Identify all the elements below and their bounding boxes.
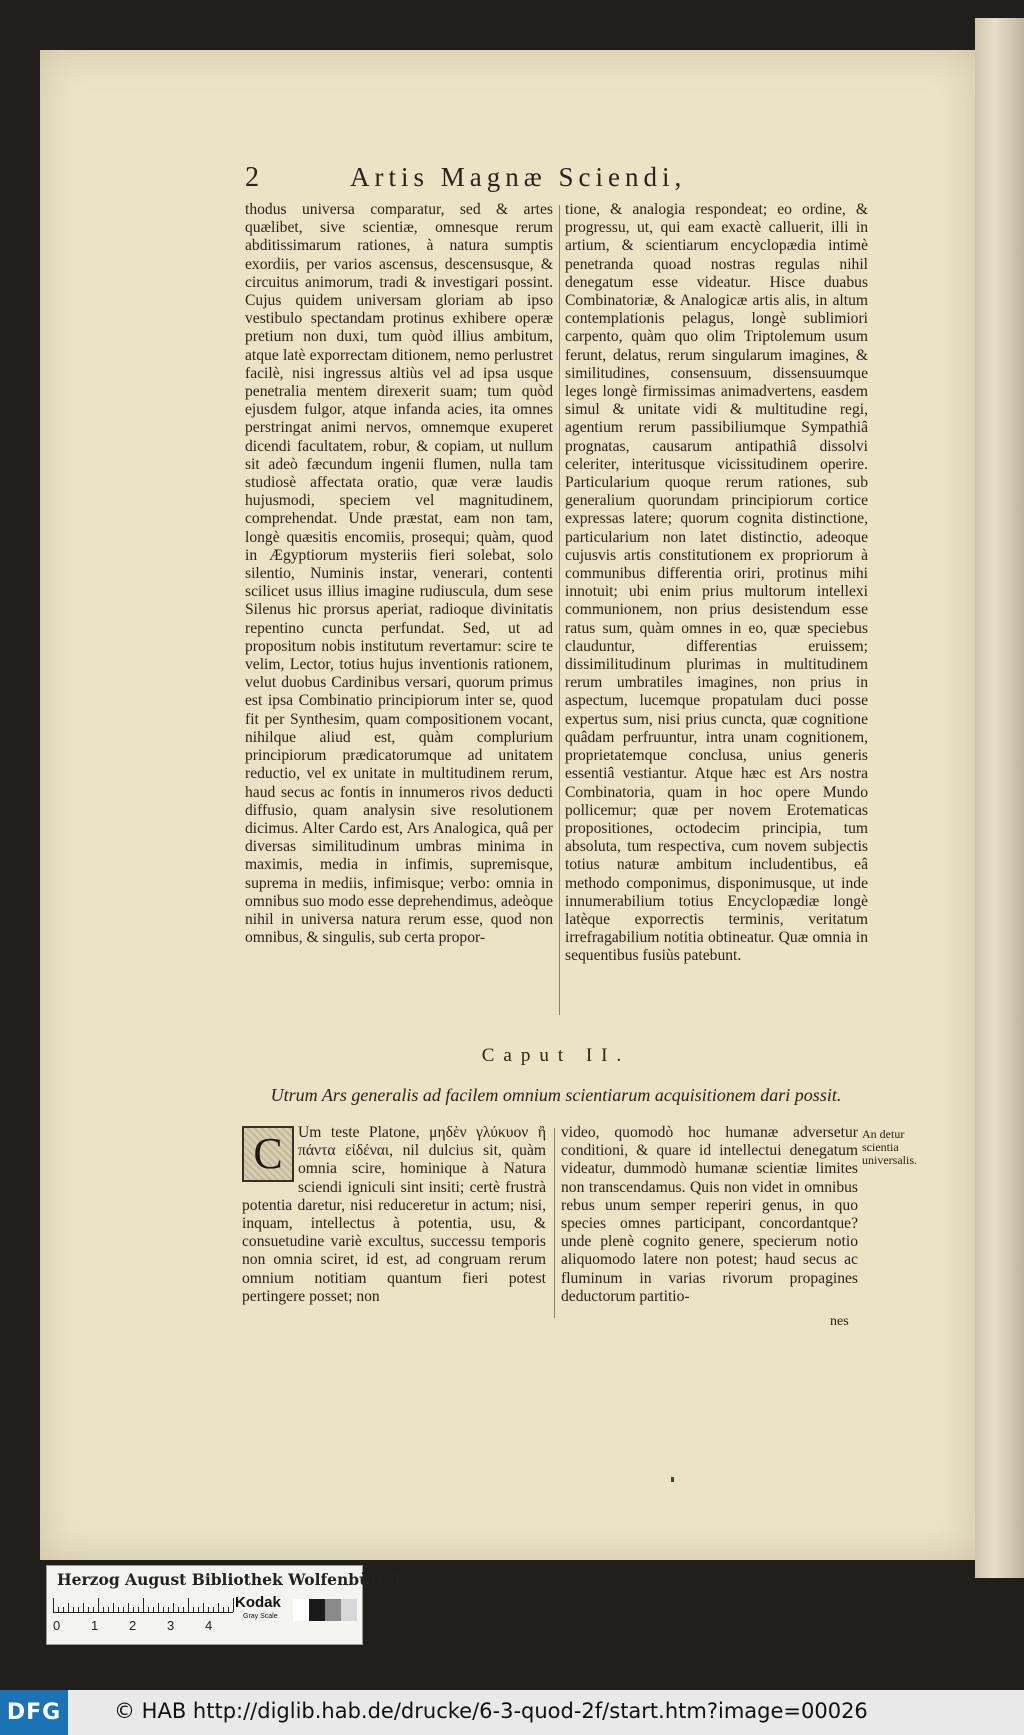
running-head	[245, 162, 865, 198]
ruler-tick	[213, 1607, 214, 1612]
ruler-tick	[143, 1598, 144, 1612]
text-column-right: tione, & analogia respondeat; eo ordine, & progressu, ut, qui eam exactè calluerit, illi in artium, & scientiarum encyclopædia intimè penetranda quoad nostras regulas nihil denegatum esse videatur. Hisce duabus Combinatoriæ, & Analogicæ artis alis, in altum contemplationis pelagus, longè sublimiori carpento, quàm quo olim Triptolemum usum ferunt, delatus, rerum singularum imagines, & similitudines, consensuum, dissensuumque leges longè firmissimas animadvertens, easdem simul & unitate vidi & multitudine regi, agentium rerum passibiliumque Sympathiâ prognatas, causarum antipathiâ dissolvi celeriter, interitusque vicissitudinem operire. Particularium quoque rerum rationes, sub generalium quorundam principiorum cortice expressas latere; quorum cognita distinctione, particularium non latet distinctio, adeoque cujusvis artis constitutionem ex propriorum à communibus differentia oriri, protinus mihi innotuit; ubi enim prius multorum intellexi communionem, non prius desistendum esse ratus sum, quàm omnes in eo, quæ speciebus clauduntur, differentias eruissem; dissimilitudinum plurimas in multitudinem rerum umbratiles imagines, non prius in aspectum, lucemque propatulam duci posse expertus sum, nisi prius cuncta, quæ cognitione quâdam perfruuntur, intra unam cognitionem, proprietatemque conclusa, unius generis essentiâ vestiantur. Atque hæc est Ars nostra Combinatoria, quam in hoc opere Mundo pollicemur; quæ per novem Erotematicas propositiones, octodecim principia, tum absoluta, tum respectiva, cum novem subjectis totius naturæ ambitum includentibus, eâ methodo componimus, disponimusque, ut inde innumerabilium totius Encyclopædiæ longè latèque exporrectis terminis, veritatum irrefragabilium notitia obtineatur. Quæ omnia in sequentibus fusiùs patebunt.	[565, 201, 868, 965]
ruler-tick	[198, 1607, 199, 1612]
ruler-tick	[103, 1607, 104, 1612]
gray-swatch	[325, 1599, 341, 1621]
ruler-tick	[108, 1607, 109, 1612]
ruler-tick	[193, 1607, 194, 1612]
ruler-tick	[168, 1607, 169, 1612]
scale-numbers	[53, 1618, 253, 1634]
ruler-tick	[188, 1598, 189, 1612]
running-head-title: Artis Magnæ Sciendi,	[350, 162, 687, 192]
ruler-tick	[93, 1607, 94, 1612]
ruler-tick	[178, 1607, 179, 1612]
chapter-question: Utrum Ars generalis ad facilem omnium scientiarum acquisitionem dari possit.	[270, 1085, 842, 1105]
ruler-number: 4	[205, 1618, 213, 1633]
ruler-tick	[58, 1607, 59, 1612]
dfg-logo: DFG	[0, 1690, 68, 1735]
chapter-text-right: video, quomodò hoc humanæ adversetur conditioni, & quare id intellectui denegatum videatur, dummodò humanæ scientiæ limites non transcendamus. Quis non videt in omnibus rebus unum semper reperiri genus, in quo species omnes participant, concordantque? unde plenè cognito genere, specierum notio aliquomodo latere non potest; haud secus ac fluminum in varias rivorum propagines deductorum partitio-	[561, 1124, 858, 1305]
ruler-tick	[138, 1607, 139, 1612]
text-column-left: thodus universa comparatur, sed & artes quælibet, sive scientiæ, omnesque rerum abditissimarum rationes, à natura sumptis exordiis, per varios ascensus, descensusque, & circuitus animorum, tradi & investigari possint. Cujus quidem universam gloriam ab ipso vestibulo spectandam protinus exhibere operæ pretium non duxi, tum quòd illius ambitum, atque latè exporrectam ditionem, nemo perlustret facilè, nisi ingressus altiùs vel ad ipsa usque penetralia mentem direxerit suam; tum quòd ejusdem fulgor, atque infanda acies, ita omnes perstringat animi nervos, omnemque exuperet dicendi facultatem, robur, & copiam, ut nullum sit adeò fæcundum ingenii flumen, nulla tam studiosè affectata oratio, quæ veræ laudis hujusmodi, speciem vel magnitudinem, comprehendat. Unde præstat, eam non tam, longè quæsitis encomiis, prosequi; quàm, quod in Ægyptiorum mysteriis fieri solebat, solo silentio, Numinis instar, venerari, contenti scilicet usus illius imagine rudiuscula, dum sese Silenus hic prorsus aperiat, radioque divinitatis repentino cuncta perfundat. Sed, ut ad propositum nobis institutum revertamur: scire te velim, Lector, totius hujus inventionis rationem, velut duobus Cardinibus versari, quorum primus est ipsa Combinatio principiorum inter se, quod fit per Synthesim, quam compositionem vocant, nihilque aliud est, quàm complurium principiorum prædicatorumque ad unitatem reductio, vel ex unitate in multitudinem rerum, haud secus ac fontis in innumeros rivos deducti diffusio, quam analysin sive resolutionem dicimus. Alter Cardo est, Ars Analogica, quâ per diversas similitudinum umbras minima in maximis, media in infimis, supremisque, suprema in mediis, infimisque; verbo: omnia in omnibus suo modo esse deprehendimus, adeòque nihil in universa natura rerum esse, quod non omnibus, & singulis, sub certa propor-	[245, 201, 553, 947]
ruler-tick	[53, 1598, 54, 1612]
ruler-tick	[63, 1607, 64, 1612]
ruler-tick	[128, 1603, 129, 1612]
chapter-text-left	[242, 1124, 546, 1314]
ruler-tick	[78, 1607, 79, 1612]
ruler-number: 3	[167, 1618, 175, 1633]
ruler-tick	[133, 1607, 134, 1612]
ruler-tick	[98, 1598, 99, 1612]
column-divider-2	[554, 1128, 555, 1318]
ruler-tick	[123, 1607, 124, 1612]
gray-swatch	[341, 1599, 357, 1621]
ruler-tick	[163, 1607, 164, 1612]
ruler-tick	[233, 1598, 234, 1612]
column-divider	[559, 205, 560, 1015]
grayscale-label: Gray Scale	[243, 1613, 278, 1620]
color-target-card	[46, 1565, 401, 1645]
ruler-tick	[153, 1607, 154, 1612]
ruler-tick	[223, 1607, 224, 1612]
kodak-logo: Kodak	[235, 1594, 281, 1611]
ruler-tick	[88, 1607, 89, 1612]
ruler-tick	[228, 1607, 229, 1612]
ruler-tick	[73, 1607, 74, 1612]
marginal-note: An detur scientia universalis.	[862, 1127, 917, 1167]
ruler-tick	[218, 1603, 219, 1612]
chapter-title: Caput II.	[481, 1045, 631, 1066]
ruler-tick	[68, 1603, 69, 1612]
gray-swatches	[293, 1599, 357, 1621]
ruler-number: 1	[91, 1618, 99, 1633]
catchword: nes	[830, 1314, 849, 1329]
library-name: Herzog August Bibliothek Wolfenbüttel	[57, 1570, 401, 1589]
ink-speck	[671, 1477, 674, 1482]
gray-swatch	[293, 1599, 309, 1621]
initial-letter: C	[253, 1129, 283, 1178]
chapter-text-left-body: Um teste Platone, μηδὲν γλύκυον ἢ πάντα εἰδέναι, nil dulcius sit, quàm omnia scire, hominique à Natura sciendi igniculi sint insiti; certè frustrà potentia daretur, nisi reduceretur in actum; nisi, inquam, intellectus à potentia, usu, & consuetudine variè excultus, successu temporis non omnia sciret, id est, ad congruam rerum omnium notitiam quantum fieri potest pertingere posset; non	[242, 1124, 546, 1305]
ruler-tick	[203, 1603, 204, 1612]
ruler-tick	[83, 1603, 84, 1612]
ruler-tick	[158, 1603, 159, 1612]
ruler-number: 2	[129, 1618, 137, 1633]
ruler-tick	[183, 1607, 184, 1612]
ruler-tick	[118, 1607, 119, 1612]
ruler-tick	[113, 1603, 114, 1612]
decorated-initial	[242, 1126, 294, 1182]
footer-copyright-link[interactable]: © HAB http://diglib.hab.de/drucke/6-3-quod-2f/start.htm?image=00026	[114, 1699, 868, 1723]
ruler-tick	[208, 1607, 209, 1612]
ruler-tick	[173, 1603, 174, 1612]
scale-ruler	[53, 1596, 233, 1613]
gray-swatch	[309, 1599, 325, 1621]
adjacent-page-edge	[975, 18, 1024, 1578]
ruler-number: 0	[53, 1618, 61, 1633]
ruler-tick	[148, 1607, 149, 1612]
page-number: 2	[245, 162, 259, 193]
